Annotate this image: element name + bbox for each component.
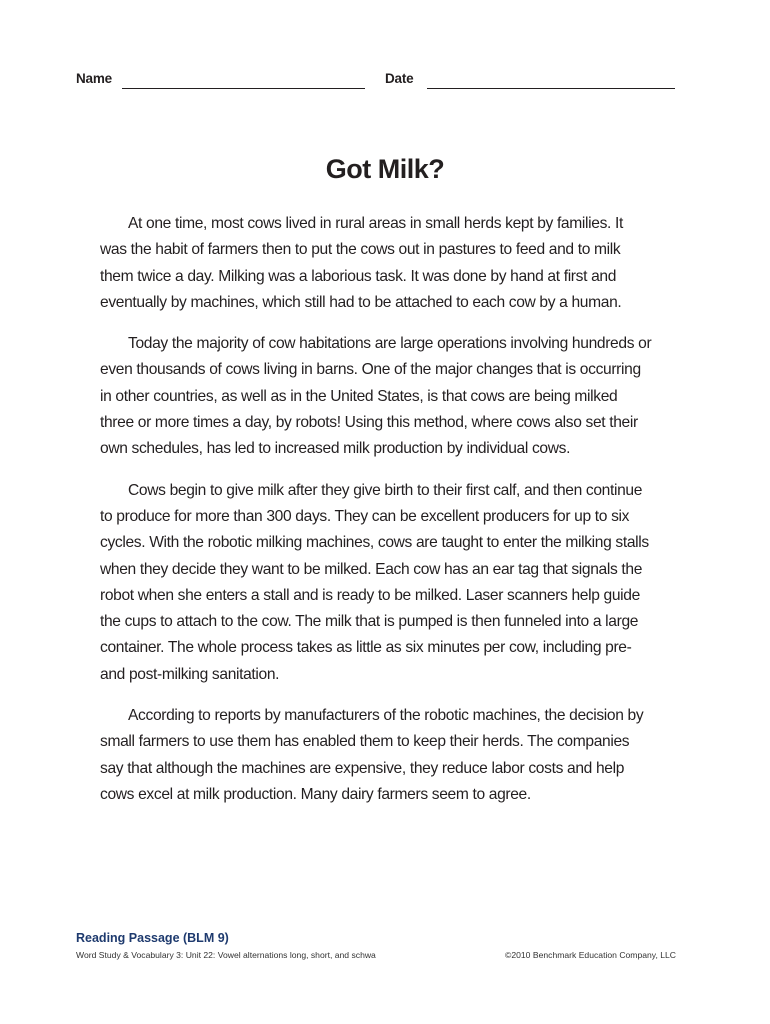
footer-copyright: ©2010 Benchmark Education Company, LLC bbox=[505, 950, 676, 960]
footer-subtitle: Word Study & Vocabulary 3: Unit 22: Vowel alternations long, short, and schwa bbox=[76, 950, 376, 960]
date-label: Date bbox=[385, 71, 414, 86]
footer-title: Reading Passage (BLM 9) bbox=[76, 931, 229, 945]
page-title: Got Milk? bbox=[325, 154, 445, 184]
date-field-line[interactable] bbox=[427, 88, 675, 89]
paragraph: At one time, most cows lived in rural areas in small herds kept by families. It was the habit of farmers then to put the cows out in pastures to feed and to milk them twice a day. Milking was a laborious task. It was done by hand at first and eventually by machines, which still had to be attached to each cow by a human. bbox=[100, 215, 623, 311]
worksheet-header bbox=[76, 71, 676, 91]
paragraph: According to reports by manufacturers of the robotic machines, the decision by small farmers to use them has enabled them to keep their herds. The companies say that although the machines are expensive, they reduce labor costs and help cows excel at milk production. Many dairy farmers seem to agree. bbox=[100, 707, 644, 803]
reading-passage bbox=[100, 211, 652, 823]
name-field-line[interactable] bbox=[122, 88, 365, 89]
name-label: Name bbox=[76, 71, 112, 86]
paragraph: Cows begin to give milk after they give birth to their first calf, and then continue to produce for more than 300 days. They can be excellent producers for up to six cycles. With the robotic milking machines, cows are taught to enter the milking stalls when they decide they want to be milked. Each cow has an ear tag that signals the robot when she enters a stall and is ready to be milked. Laser scanners help guide the cups to attach to the cow. The milk that is pumped is then funneled into a large container. The whole process takes as little as six minutes per cow, including pre- and post-milking sanitation. bbox=[100, 481, 649, 683]
paragraph: Today the majority of cow habitations are large operations involving hundreds or even thousands of cows living in barns. One of the major changes that is occurring in other countries, as well as in the United States, is that cows are being milked three or more times a day, by robots! Using this method, where cows also set their own schedules, has led to increased milk production by individual cows. bbox=[100, 335, 652, 458]
